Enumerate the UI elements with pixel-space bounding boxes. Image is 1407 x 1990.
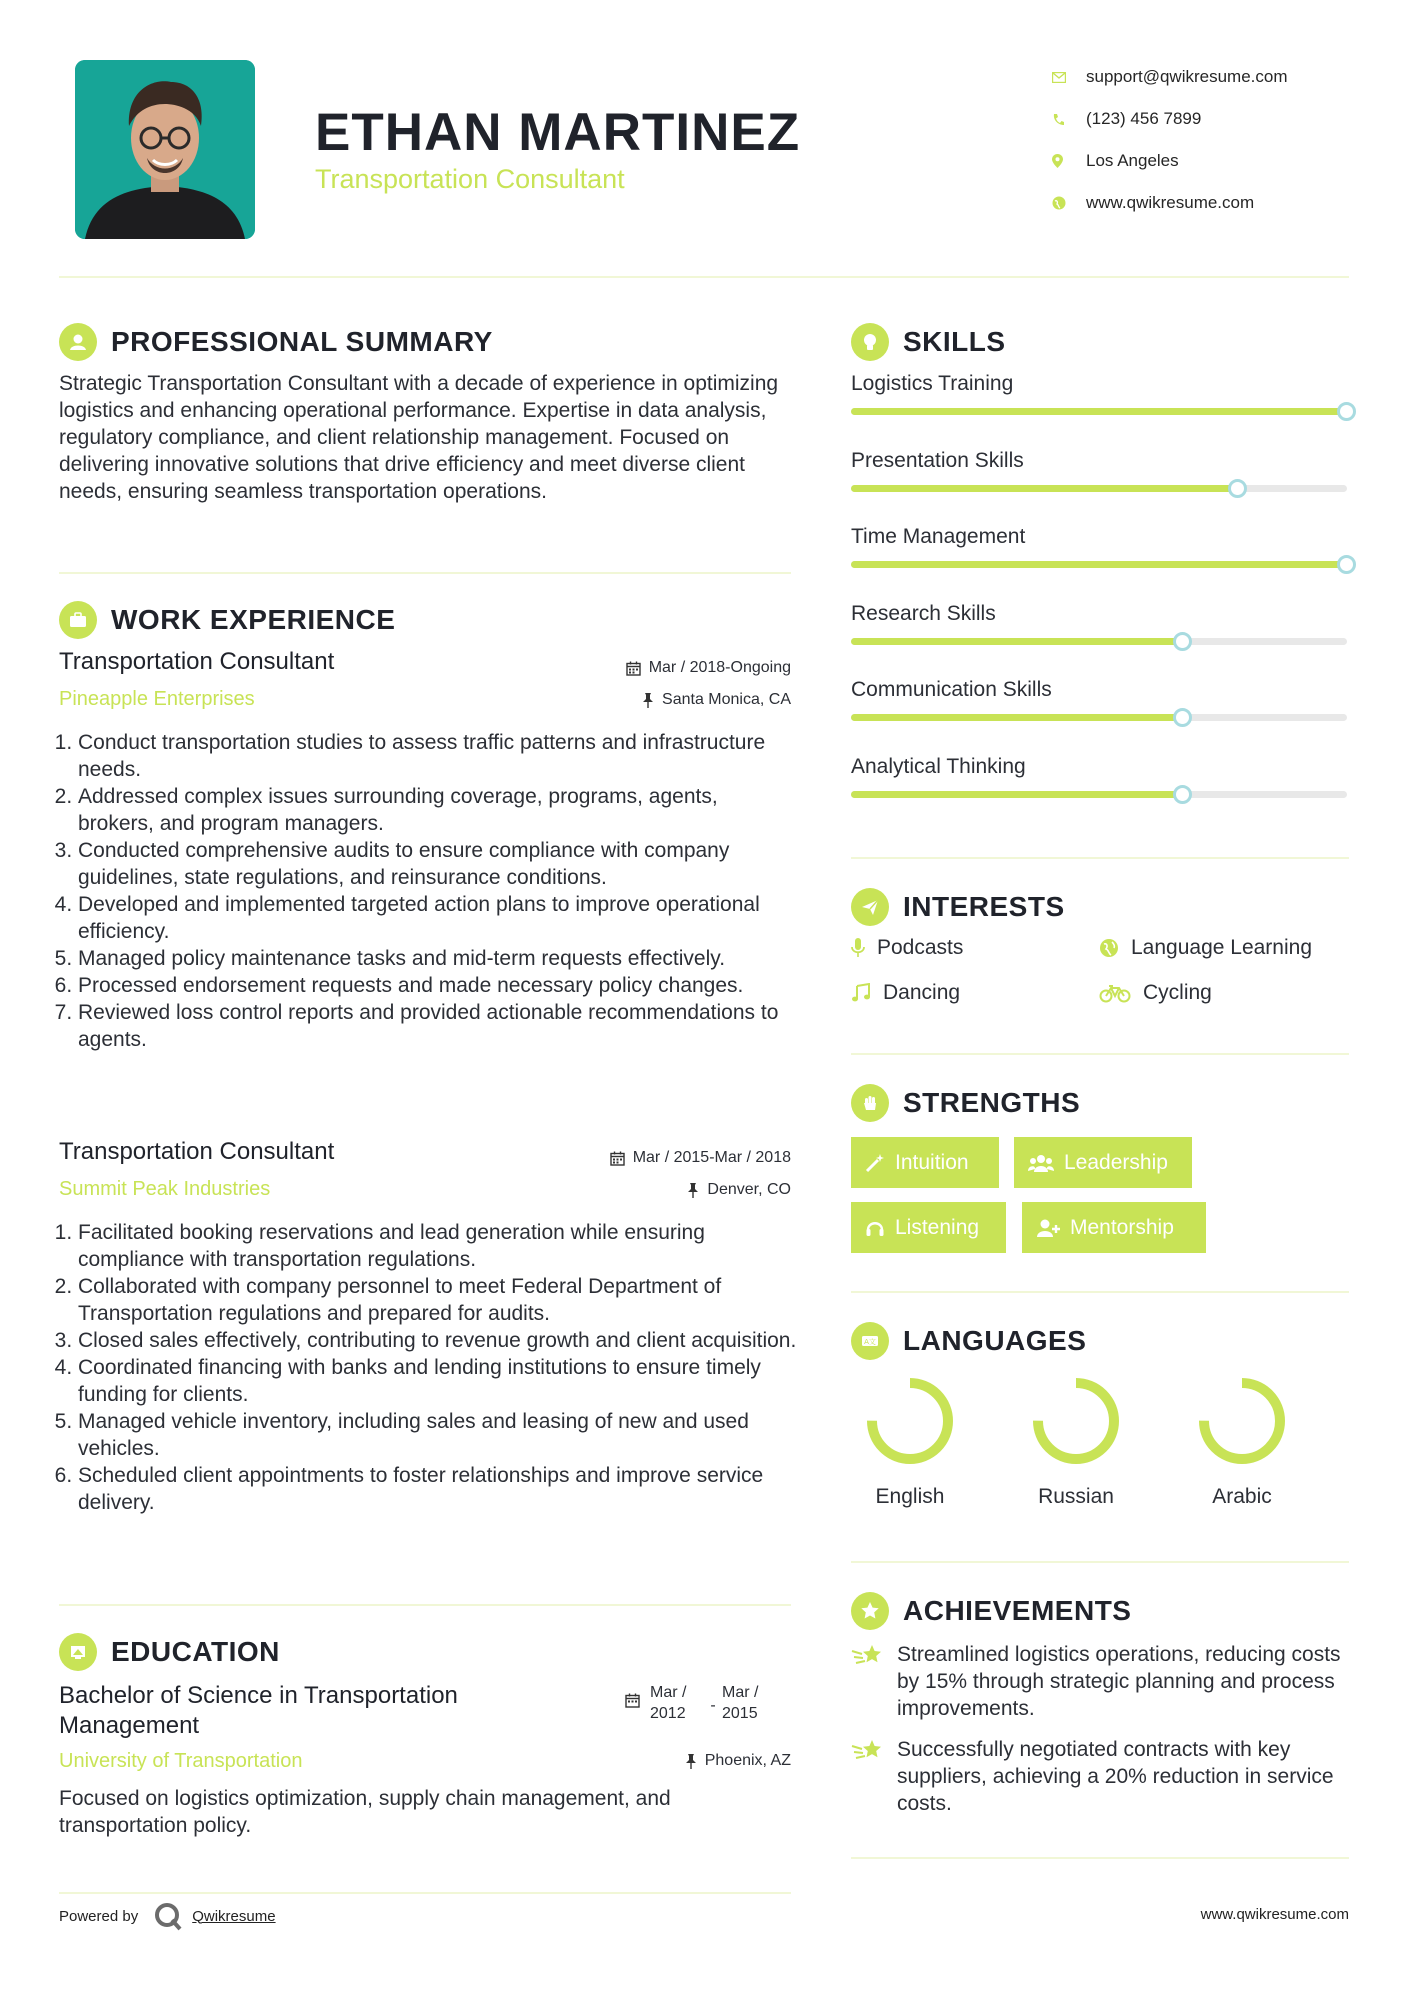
duty-item: 2. Collaborated with company personnel to meet Federal Department of Transportation regulations and prepared for audits. bbox=[78, 1273, 797, 1327]
profile-photo bbox=[75, 60, 255, 239]
skill-label: Time Management bbox=[851, 525, 1026, 548]
education-date-separator: - bbox=[710, 1697, 716, 1714]
school-name: University of Transportation bbox=[59, 1750, 303, 1772]
interest-label: Cycling bbox=[1143, 981, 1212, 1004]
language-item bbox=[850, 1375, 970, 1509]
footer-url[interactable]: www.qwikresume.com bbox=[1200, 1906, 1349, 1923]
job-date-text: Mar / 2015-Mar / 2018 bbox=[632, 1149, 791, 1166]
strength-tag bbox=[851, 1202, 1006, 1253]
duty-item: 6. Processed endorsement requests and made necessary policy changes. bbox=[78, 972, 797, 999]
strengths-title: STRENGTHS bbox=[903, 1087, 1081, 1118]
user-icon bbox=[59, 323, 97, 361]
languages-heading bbox=[851, 1322, 1086, 1360]
contact-location bbox=[1050, 140, 1370, 182]
language-ring bbox=[864, 1375, 956, 1467]
skills-divider bbox=[851, 857, 1349, 859]
language-item bbox=[1016, 1375, 1136, 1509]
duty-item: 1. Facilitated booking reservations and lead generation while ensuring compliance with transportation regulations. bbox=[78, 1219, 797, 1273]
interest-podcasts bbox=[851, 936, 963, 960]
skill-fill bbox=[851, 638, 1183, 645]
svg-text:A文: A文 bbox=[864, 1338, 876, 1346]
skill-knob bbox=[1173, 632, 1192, 651]
skill-label: Logistics Training bbox=[851, 372, 1014, 395]
company-name: Pineapple Enterprises bbox=[59, 688, 255, 710]
achievement-text: Successfully negotiated contracts with key suppliers, achieving a 20% reduction in service costs. bbox=[897, 1738, 1334, 1815]
bicycle-icon bbox=[1099, 983, 1131, 1003]
map-pin-icon bbox=[1050, 154, 1086, 168]
interests-title: INTERESTS bbox=[903, 891, 1065, 922]
duty-list bbox=[59, 729, 797, 1053]
language-ring-arc bbox=[1038, 1383, 1114, 1459]
paper-plane-icon bbox=[851, 888, 889, 926]
skills-heading bbox=[851, 323, 1006, 361]
powered-by bbox=[59, 1900, 276, 1932]
strength-tag bbox=[851, 1137, 999, 1188]
duty-item: 7. Reviewed loss control reports and provided actionable recommendations to agents. bbox=[78, 999, 797, 1053]
skill-knob bbox=[1337, 555, 1356, 574]
location-text: Los Angeles bbox=[1086, 151, 1179, 170]
summary-title: PROFESSIONAL SUMMARY bbox=[111, 326, 493, 357]
skill-fill bbox=[851, 485, 1238, 492]
achievements-divider bbox=[851, 1857, 1349, 1859]
website-text: www.qwikresume.com bbox=[1086, 193, 1255, 212]
job-title: Transportation Consultant bbox=[59, 648, 335, 675]
skill-knob bbox=[1173, 785, 1192, 804]
strength-label: Intuition bbox=[895, 1150, 969, 1174]
briefcase-icon bbox=[59, 601, 97, 639]
qwikresume-logo-icon bbox=[152, 1900, 184, 1932]
language-label: Arabic bbox=[1212, 1485, 1272, 1508]
job-location bbox=[642, 691, 791, 709]
strength-tag bbox=[1014, 1137, 1192, 1188]
calendar-icon bbox=[626, 661, 641, 676]
interests-heading bbox=[851, 888, 1065, 926]
language-ring bbox=[1196, 1375, 1288, 1467]
work-title: WORK EXPERIENCE bbox=[111, 604, 396, 635]
interests-divider bbox=[851, 1053, 1349, 1055]
envelope-icon bbox=[1050, 72, 1086, 83]
duty-item: 2. Addressed complex issues surrounding coverage, programs, agents, brokers, and program managers. bbox=[78, 783, 797, 837]
skill-track bbox=[851, 561, 1347, 568]
calendar-icon bbox=[625, 1693, 640, 1708]
duty-item: 3. Conducted comprehensive audits to ensure compliance with company guidelines, state regulations, and reinsurance conditions. bbox=[78, 837, 797, 891]
skill-label: Analytical Thinking bbox=[851, 754, 1026, 778]
shooting-star-icon bbox=[851, 1738, 885, 1764]
education-location-text: Phoenix, AZ bbox=[704, 1752, 791, 1769]
job-date bbox=[610, 1149, 791, 1167]
work-divider bbox=[59, 1604, 791, 1606]
strength-tag bbox=[1022, 1202, 1206, 1253]
achievement-text: Streamlined logistics operations, reducing costs by 15% through strategic planning and process improvements. bbox=[897, 1643, 1341, 1720]
duty-item: 5. Managed vehicle inventory, including sales and leasing of new and used vehicles. bbox=[78, 1408, 797, 1462]
duty-item: 6. Scheduled client appointments to foster relationships and improve service delivery. bbox=[78, 1462, 797, 1516]
skill-track bbox=[851, 485, 1347, 492]
skill-item bbox=[851, 372, 1351, 396]
degree-title: Bachelor of Science in Transportation Management bbox=[59, 1682, 458, 1739]
duty-item: 4. Coordinated financing with banks and lending institutions to ensure timely funding for clients. bbox=[78, 1354, 797, 1408]
language-ring bbox=[1030, 1375, 1122, 1467]
work-heading bbox=[59, 601, 395, 639]
strengths-divider bbox=[851, 1291, 1349, 1293]
interest-dancing bbox=[851, 981, 960, 1005]
trophy-star-icon bbox=[851, 1592, 889, 1630]
phone-text: (123) 456 7899 bbox=[1086, 109, 1202, 128]
education-title: EDUCATION bbox=[111, 1636, 280, 1667]
pushpin-icon bbox=[687, 1183, 699, 1198]
skill-item bbox=[851, 602, 1351, 626]
summary-text: Strategic Transportation Consultant with a decade of experience in optimizing logistics and enhancing operational performance. Expertise in data analysis, regulatory compliance, and client relationship management. Focused on delivering innovative solutions that drive efficiency and meet diverse client needs, ensuring seamless transportation operations. bbox=[59, 372, 779, 503]
headphones-icon bbox=[865, 1218, 885, 1238]
candidate-name: ETHAN MARTINEZ bbox=[315, 103, 801, 162]
strength-label: Leadership bbox=[1064, 1150, 1168, 1174]
skill-track bbox=[851, 638, 1347, 645]
skill-item bbox=[851, 755, 1351, 779]
skills-title: SKILLS bbox=[903, 326, 1006, 357]
contact-website[interactable] bbox=[1050, 182, 1370, 224]
education-heading bbox=[59, 1633, 280, 1671]
interest-label: Dancing bbox=[883, 981, 961, 1004]
duty-item: 3. Closed sales effectively, contributing to revenue growth and client acquisition. bbox=[78, 1327, 797, 1354]
skill-fill bbox=[851, 561, 1347, 568]
summary-divider bbox=[59, 572, 791, 574]
strength-label: Listening bbox=[895, 1215, 980, 1239]
skill-knob bbox=[1228, 479, 1247, 498]
job-date-text: Mar / 2018-Ongoing bbox=[648, 659, 791, 676]
footer-divider-left bbox=[59, 1892, 791, 1894]
pushpin-icon bbox=[685, 1754, 697, 1769]
company-name: Summit Peak Industries bbox=[59, 1178, 271, 1200]
graduation-icon bbox=[59, 1633, 97, 1671]
skill-fill bbox=[851, 714, 1183, 721]
interest-language-learning bbox=[1099, 936, 1312, 960]
language-label: English bbox=[875, 1485, 945, 1508]
email-text: support@qwikresume.com bbox=[1086, 67, 1288, 86]
strength-label: Mentorship bbox=[1070, 1215, 1174, 1239]
job-location-text: Santa Monica, CA bbox=[662, 691, 791, 708]
candidate-role: Transportation Consultant bbox=[315, 164, 625, 194]
shooting-star-icon bbox=[851, 1643, 885, 1669]
achievements-heading bbox=[851, 1592, 1131, 1630]
languages-divider bbox=[851, 1561, 1349, 1563]
job-location bbox=[687, 1181, 791, 1199]
language-label: Russian bbox=[1038, 1485, 1114, 1508]
skill-track bbox=[851, 791, 1347, 798]
qwikresume-link[interactable]: Qwikresume bbox=[192, 1907, 276, 1925]
globe-icon bbox=[1050, 196, 1086, 210]
education-date-end: Mar / 2015 bbox=[722, 1684, 759, 1722]
magic-wand-icon bbox=[865, 1153, 885, 1173]
calendar-icon bbox=[610, 1151, 625, 1166]
group-icon bbox=[1028, 1153, 1054, 1173]
contact-email[interactable] bbox=[1050, 56, 1370, 98]
job-title: Transportation Consultant bbox=[59, 1138, 335, 1165]
interest-label: Podcasts bbox=[877, 936, 964, 959]
language-ring-arc bbox=[1204, 1383, 1280, 1459]
skill-item bbox=[851, 678, 1351, 702]
skill-fill bbox=[851, 408, 1347, 415]
summary-heading bbox=[59, 323, 493, 361]
hand-icon bbox=[851, 1084, 889, 1122]
achievement-item bbox=[851, 1736, 1357, 1817]
skill-item bbox=[851, 525, 1351, 549]
skill-track bbox=[851, 408, 1347, 415]
skill-knob bbox=[1173, 708, 1192, 727]
header-divider bbox=[59, 276, 1349, 278]
user-plus-icon bbox=[1036, 1218, 1060, 1238]
job-date bbox=[626, 659, 791, 677]
microphone-icon bbox=[851, 938, 865, 958]
powered-by-label: Powered by bbox=[59, 1907, 139, 1925]
job-location-text: Denver, CO bbox=[707, 1181, 791, 1198]
language-ring-arc bbox=[872, 1383, 948, 1459]
language-icon bbox=[851, 1322, 889, 1360]
education-date-start: Mar / 2012 bbox=[650, 1684, 687, 1722]
music-note-icon bbox=[851, 983, 871, 1003]
duty-item: 1. Conduct transportation studies to assess traffic patterns and infrastructure needs. bbox=[78, 729, 797, 783]
languages-title: LANGUAGES bbox=[903, 1325, 1087, 1356]
skill-item bbox=[851, 449, 1351, 473]
achievements-title: ACHIEVEMENTS bbox=[903, 1595, 1132, 1626]
skill-label: Research Skills bbox=[851, 601, 996, 625]
globe-icon bbox=[1099, 938, 1119, 958]
duty-item: 5. Managed policy maintenance tasks and mid-term requests effectively. bbox=[78, 945, 797, 972]
contact-phone[interactable] bbox=[1050, 98, 1370, 140]
skill-fill bbox=[851, 791, 1183, 798]
education-date bbox=[625, 1682, 768, 1730]
phone-icon bbox=[1050, 113, 1086, 126]
duty-list bbox=[59, 1219, 797, 1516]
education-location bbox=[685, 1752, 791, 1770]
skill-knob bbox=[1337, 402, 1356, 421]
skill-label: Presentation Skills bbox=[851, 448, 1024, 472]
contact-list bbox=[1050, 56, 1370, 224]
achievement-item bbox=[851, 1641, 1357, 1722]
pushpin-icon bbox=[642, 693, 654, 708]
lightbulb-icon bbox=[851, 323, 889, 361]
skill-label: Communication Skills bbox=[851, 678, 1052, 701]
interest-cycling bbox=[1099, 981, 1212, 1005]
skill-track bbox=[851, 714, 1347, 721]
strengths-heading bbox=[851, 1084, 1080, 1122]
language-item bbox=[1182, 1375, 1302, 1509]
duty-item: 4. Developed and implemented targeted action plans to improve operational efficiency. bbox=[78, 891, 797, 945]
education-description: Focused on logistics optimization, supply chain management, and transportation policy. bbox=[59, 1787, 671, 1837]
interest-label: Language Learning bbox=[1131, 936, 1313, 959]
